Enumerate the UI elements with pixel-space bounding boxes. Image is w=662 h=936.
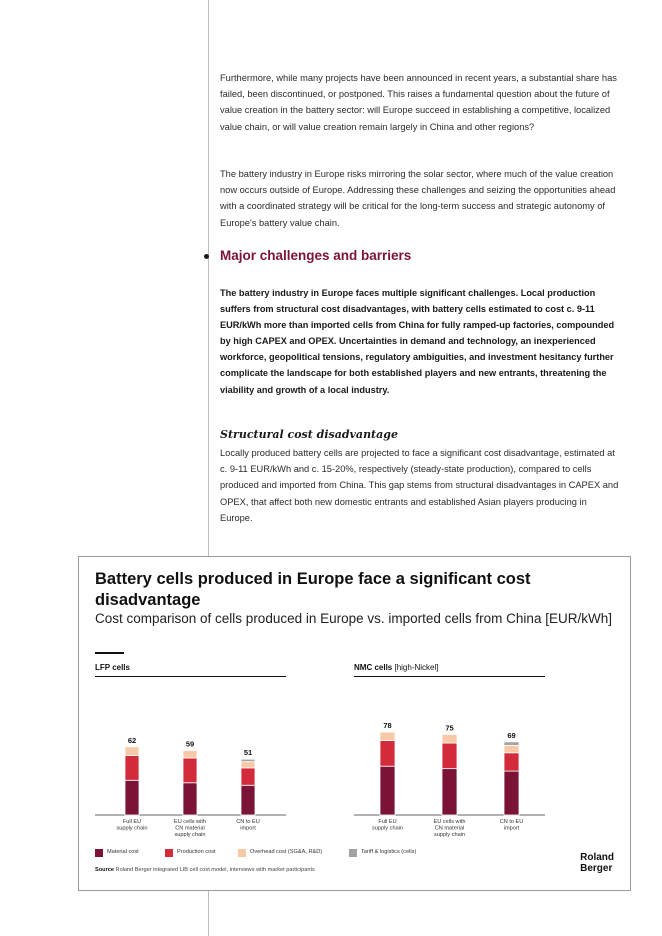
nmc-category-label-3: CN to EU	[499, 819, 524, 825]
lfp-bar-1-segment-1	[125, 780, 139, 815]
nmc-category-label-2: EU cells with	[433, 819, 466, 825]
logo-line-1: Roland	[580, 852, 614, 863]
lfp-bar-3-segment-2	[241, 768, 255, 785]
figure-box	[78, 556, 631, 891]
chart-legend	[95, 848, 515, 858]
legend-swatch	[349, 849, 357, 857]
lfp-bar-3-segment-4	[241, 759, 255, 761]
nmc-bar-2-segment-2	[442, 743, 457, 769]
nmc-bar-3-segment-1	[504, 771, 519, 815]
lfp-bar-1-segment-3	[125, 747, 139, 756]
roland-berger-logo	[580, 853, 614, 874]
legend-label: Material cost	[107, 849, 139, 855]
nmc-bar-3-segment-2	[504, 753, 519, 771]
nmc-bar-2-segment-3	[442, 734, 457, 743]
legend-swatch	[165, 849, 173, 857]
nmc-bar-1-total-label: 78	[383, 721, 392, 731]
nmc-category-label-1: supply chain	[371, 825, 404, 832]
lfp-bar-3-total-label: 51	[243, 748, 253, 758]
nmc-category-label-2: CN material	[434, 825, 465, 832]
nmc-panel-title-text: NMC cells	[354, 663, 393, 672]
nmc-category-label-2: supply chain	[433, 832, 466, 838]
section-lead-paragraph: The battery industry in Europe faces multiple significant challenges. Local production suffers from structural cost disadvantages, with battery cells estimated to cost c. 9-11 EUR/kWh more than imported cells from China for fully ramped-up factories, compounded by high CAPEX and OPEX. Uncertainties in demand and technology, an inexperienced workforce, geopolitical tensions, regulatory ambiguities, and investment hesitancy further complicate the landscape for both established players and new entrants, threatening the viability and growth of a local industry.	[220, 288, 615, 395]
lfp-bar-2-segment-3	[183, 751, 197, 758]
figure-title: Battery cells produced in Europe face a significant cost disadvantage	[95, 570, 531, 609]
lfp-bar-1-segment-2	[125, 755, 139, 780]
lfp-bar-2-total-label: 59	[185, 739, 195, 749]
lfp-category-label-1: Full EU	[122, 819, 142, 825]
lfp-panel-title-text: LFP cells	[95, 663, 130, 672]
nmc-panel-title-suffix: [high-Nickel]	[394, 663, 439, 672]
legend-label: Production cost	[177, 849, 216, 855]
lfp-category-label-3: CN to EU	[236, 819, 260, 825]
lfp-bar-3-segment-1	[241, 785, 255, 815]
stacked-bar-charts	[79, 557, 630, 890]
nmc-category-label-3: import	[503, 825, 520, 832]
nmc-bar-3-total-label: 69	[507, 730, 516, 740]
lfp-category-label-2: supply chain	[174, 832, 206, 838]
lfp-category-label-2: CN material	[175, 825, 205, 832]
source-label: Source	[95, 867, 114, 873]
nmc-bar-3-segment-3	[504, 745, 519, 752]
nmc-bar-2-segment-1	[442, 769, 457, 815]
lfp-bar-2-segment-2	[183, 758, 197, 783]
subsection-heading: Structural cost disadvantage	[220, 428, 398, 441]
legend-swatch	[238, 849, 246, 857]
lfp-category-label-2: EU cells with	[173, 819, 207, 825]
section-bullet-icon	[204, 254, 209, 259]
legend-label: Tariff & logistics (cells)	[361, 849, 417, 855]
nmc-bar-1-segment-3	[380, 732, 395, 741]
intro-paragraph-2: The battery industry in Europe risks mirroring the solar sector, where much of the value creation now occurs outside of Europe. Addressing these challenges and seizing the opportunities ahead with a coordinated strategy will be critical for the long-term success and strategic autonomy of Europe's battery value chain.	[220, 169, 616, 228]
nmc-bar-1-segment-2	[380, 741, 395, 767]
lfp-bar-2-segment-1	[183, 783, 197, 815]
legend-label: Overhead cost (SG&A, R&D)	[250, 849, 323, 855]
figure-source	[95, 867, 315, 873]
lfp-bar-1-total-label: 62	[127, 735, 137, 745]
nmc-category-label-1: Full EU	[378, 819, 397, 825]
figure-subtitle: Cost comparison of cells produced in Europe vs. imported cells from China [EUR/kWh]	[95, 611, 612, 626]
nmc-bar-2-total-label: 75	[445, 723, 454, 733]
lfp-bar-3-segment-3	[241, 762, 255, 768]
lfp-category-label-3: import	[240, 825, 256, 832]
logo-line-2: Berger	[580, 862, 613, 874]
legend-swatch	[95, 849, 103, 857]
nmc-bar-3-segment-4	[504, 742, 519, 746]
source-text: Roland Berger integrated LIB cell cost model, interviews with market participants	[115, 867, 315, 873]
intro-paragraph-1: Furthermore, while many projects have been announced in recent years, a substantial share has failed, been discontinued, or postponed. This raises a fundamental question about the future of value creation in the battery sector: will Europe succeed in establishing a competitive, localized value chain, or will value creation remain largely in China and other regions?	[220, 73, 617, 132]
lfp-category-label-1: supply chain	[116, 825, 148, 832]
section-heading: Major challenges and barriers	[220, 248, 412, 263]
subsection-body: Locally produced battery cells are projected to face a significant cost disadvantage, estimated at c. 9-11 EUR/kWh and c. 15-20%, respectively (steady-state production), compared to cells produced and imported from China. This gap stems from structural disadvantages in CAPEX and OPEX, that affect both new domestic entrants and established Asian players producing in Europe.	[220, 448, 619, 523]
nmc-bar-1-segment-1	[380, 766, 395, 815]
